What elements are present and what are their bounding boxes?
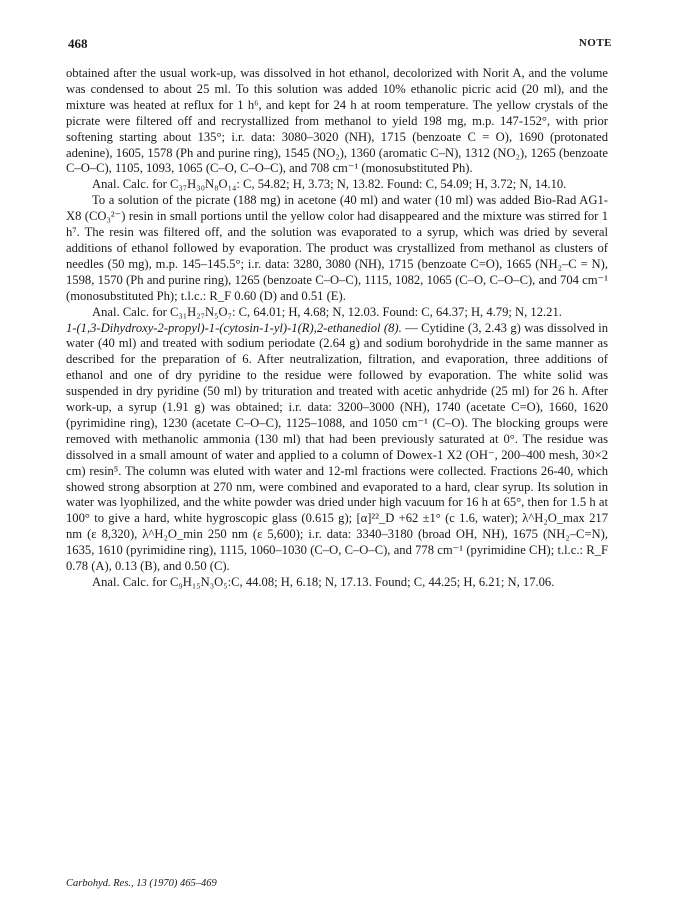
paragraph-compound-8 [66,321,608,576]
page-number: 468 [68,36,88,51]
paragraph-anal-picrate: Anal. Calc. for C₃₇H₃₀N₈O₁₄: C, 54.82; H, 3.73; N, 13.82. Found: C, 54.09; H, 3.72; N, 14.10. [92,177,567,192]
paragraph-anal-compound-8: Anal. Calc. for C₉H₁₅N₃O₅:C, 44.08; H, 6.18; N, 17.13. Found; C, 44.25; H, 6.21; N, 17.06. [92,575,555,589]
running-head: NOTE [578,37,612,49]
article-body [66,66,608,591]
journal-footer: Carbohyd. Res., 13 (1970) 465–469 [66,878,217,889]
paragraph-picrate-prep: obtained after the usual work-up, was dissolved in hot ethanol, decolorized with Norit A, and the volume was condensed to about 25 ml. To this solution was added 10% ethanolic picric acid (20 ml), and the mixture was heated at reflux for 1 h⁶, and kept for 24 h at room temperature. The yellow crystals of the picrate were filtered off and recrystallized from methanol to yield 198 mg, m.p. 147-152°, with prior softening starting about 135°; i.r. data: 3080–3020 (NH), 1715 (benzoate C = O), 1690 (protonated adenine), 1605, 1578 (Ph and purine ring), 1545 (NO₂), 1360 (aromatic C–N), 1312 (NO₂), 1265 (benzoate C–O–C), 1105, 1093, 1065 (C–O, C–O–C), and 708 cm⁻¹ (monosubstituted Ph). [66,66,608,176]
paragraph-free-base: To a solution of the picrate (188 mg) in acetone (40 ml) and water (10 ml) was added Bio-Rad AG1-X8 (CO₃²⁻) resin in small portions until the yellow color had disappeared and the mixture was stirred for 1 h⁷. The resin was filtered off, and the solution was evaporated to a syrup, which was dried by several additions of ethanol followed by evaporation. The product was crystallized from methanol as clusters of needles (50 mg), m.p. 145–145.5°; i.r. data: 3280, 3080 (NH), 1715 (benzoate C=O), 1665 (NH₂–C = N), 1598, 1570 (Ph and purine ring), 1265 (benzoate C–O–C), 1115, 1082, 1065 (C–O, C–O–C), and 704 cm⁻¹ (monosubstituted Ph); t.l.c.: R_F 0.60 (D) and 0.51 (E). [66,193,608,303]
compound-8-heading: 1-(1,3-Dihydroxy-2-propyl)-1-(cytosin-1-yl)-1(R),2-ethanediol (8). [66,320,402,335]
paragraph-anal-free-base: Anal. Calc. for C₃₁H₂₇N₅O₇: C, 64.01; H, 4.68; N, 12.03. Found: C, 64.37; H, 4.79; N, 12.21. [92,304,562,319]
compound-8-text: — Cytidine (3, 2.43 g) was dissolved in water (40 ml) and treated with sodium periodate (2.64 g) and sodium borohydride in the same manner as described for the preparation of 6. After neutralization, filtration, and evaporation, three additions of ethanol and one of dry pyridine to the residue were followed by evaporation. The white solid was suspended in dry pyridine (50 ml) by trituration and treated with acetic anhydride (25 ml) for 26 h. After work-up, a syrup (1.91 g) was obtained; i.r. data: 3200–3000 (NH), 1740 (acetate C=O), 1660, 1620 (pyrimidine ring), 1230 (acetate C–O–C), 1125–1088, and 1050 cm⁻¹ (C–O). The blocking groups were removed with methanolic ammonia (130 ml) that had been previously saturated at 0°. The residue was dissolved in a small amount of water and applied to a column of Dowex-1 X2 (OH⁻, 200–400 mesh, 30×2 cm) resin⁵. The column was eluted with water and 12-ml fractions were collected. Fractions 26-40, which showed strong absorption at 270 nm, were combined and evaporated to a hard, clear syrup. Its solution in water was lyophilized, and the white powder was dried under high vacuum for 16 h at 65°, then for 1.5 h at 100° to give a hard, white hygroscopic glass (0.615 g); [α]²²_D +62 ±1° (c 1.6, water); λ^H₂O_max 217 nm (ε 8,320), λ^H₂O_min 250 nm (ε 5,600); i.r. data: 3340–3180 (broad OH, NH), 1675 (NH₂–C=N), 1635, 1610 (pyrimidine ring), 1115, 1060–1030 (C–O, C–O–C), and 778 cm⁻¹ (pyrimidine CH); t.l.c.: R_F 0.78 (A), 0.13 (B), and 0.50 (C). [66,320,608,574]
